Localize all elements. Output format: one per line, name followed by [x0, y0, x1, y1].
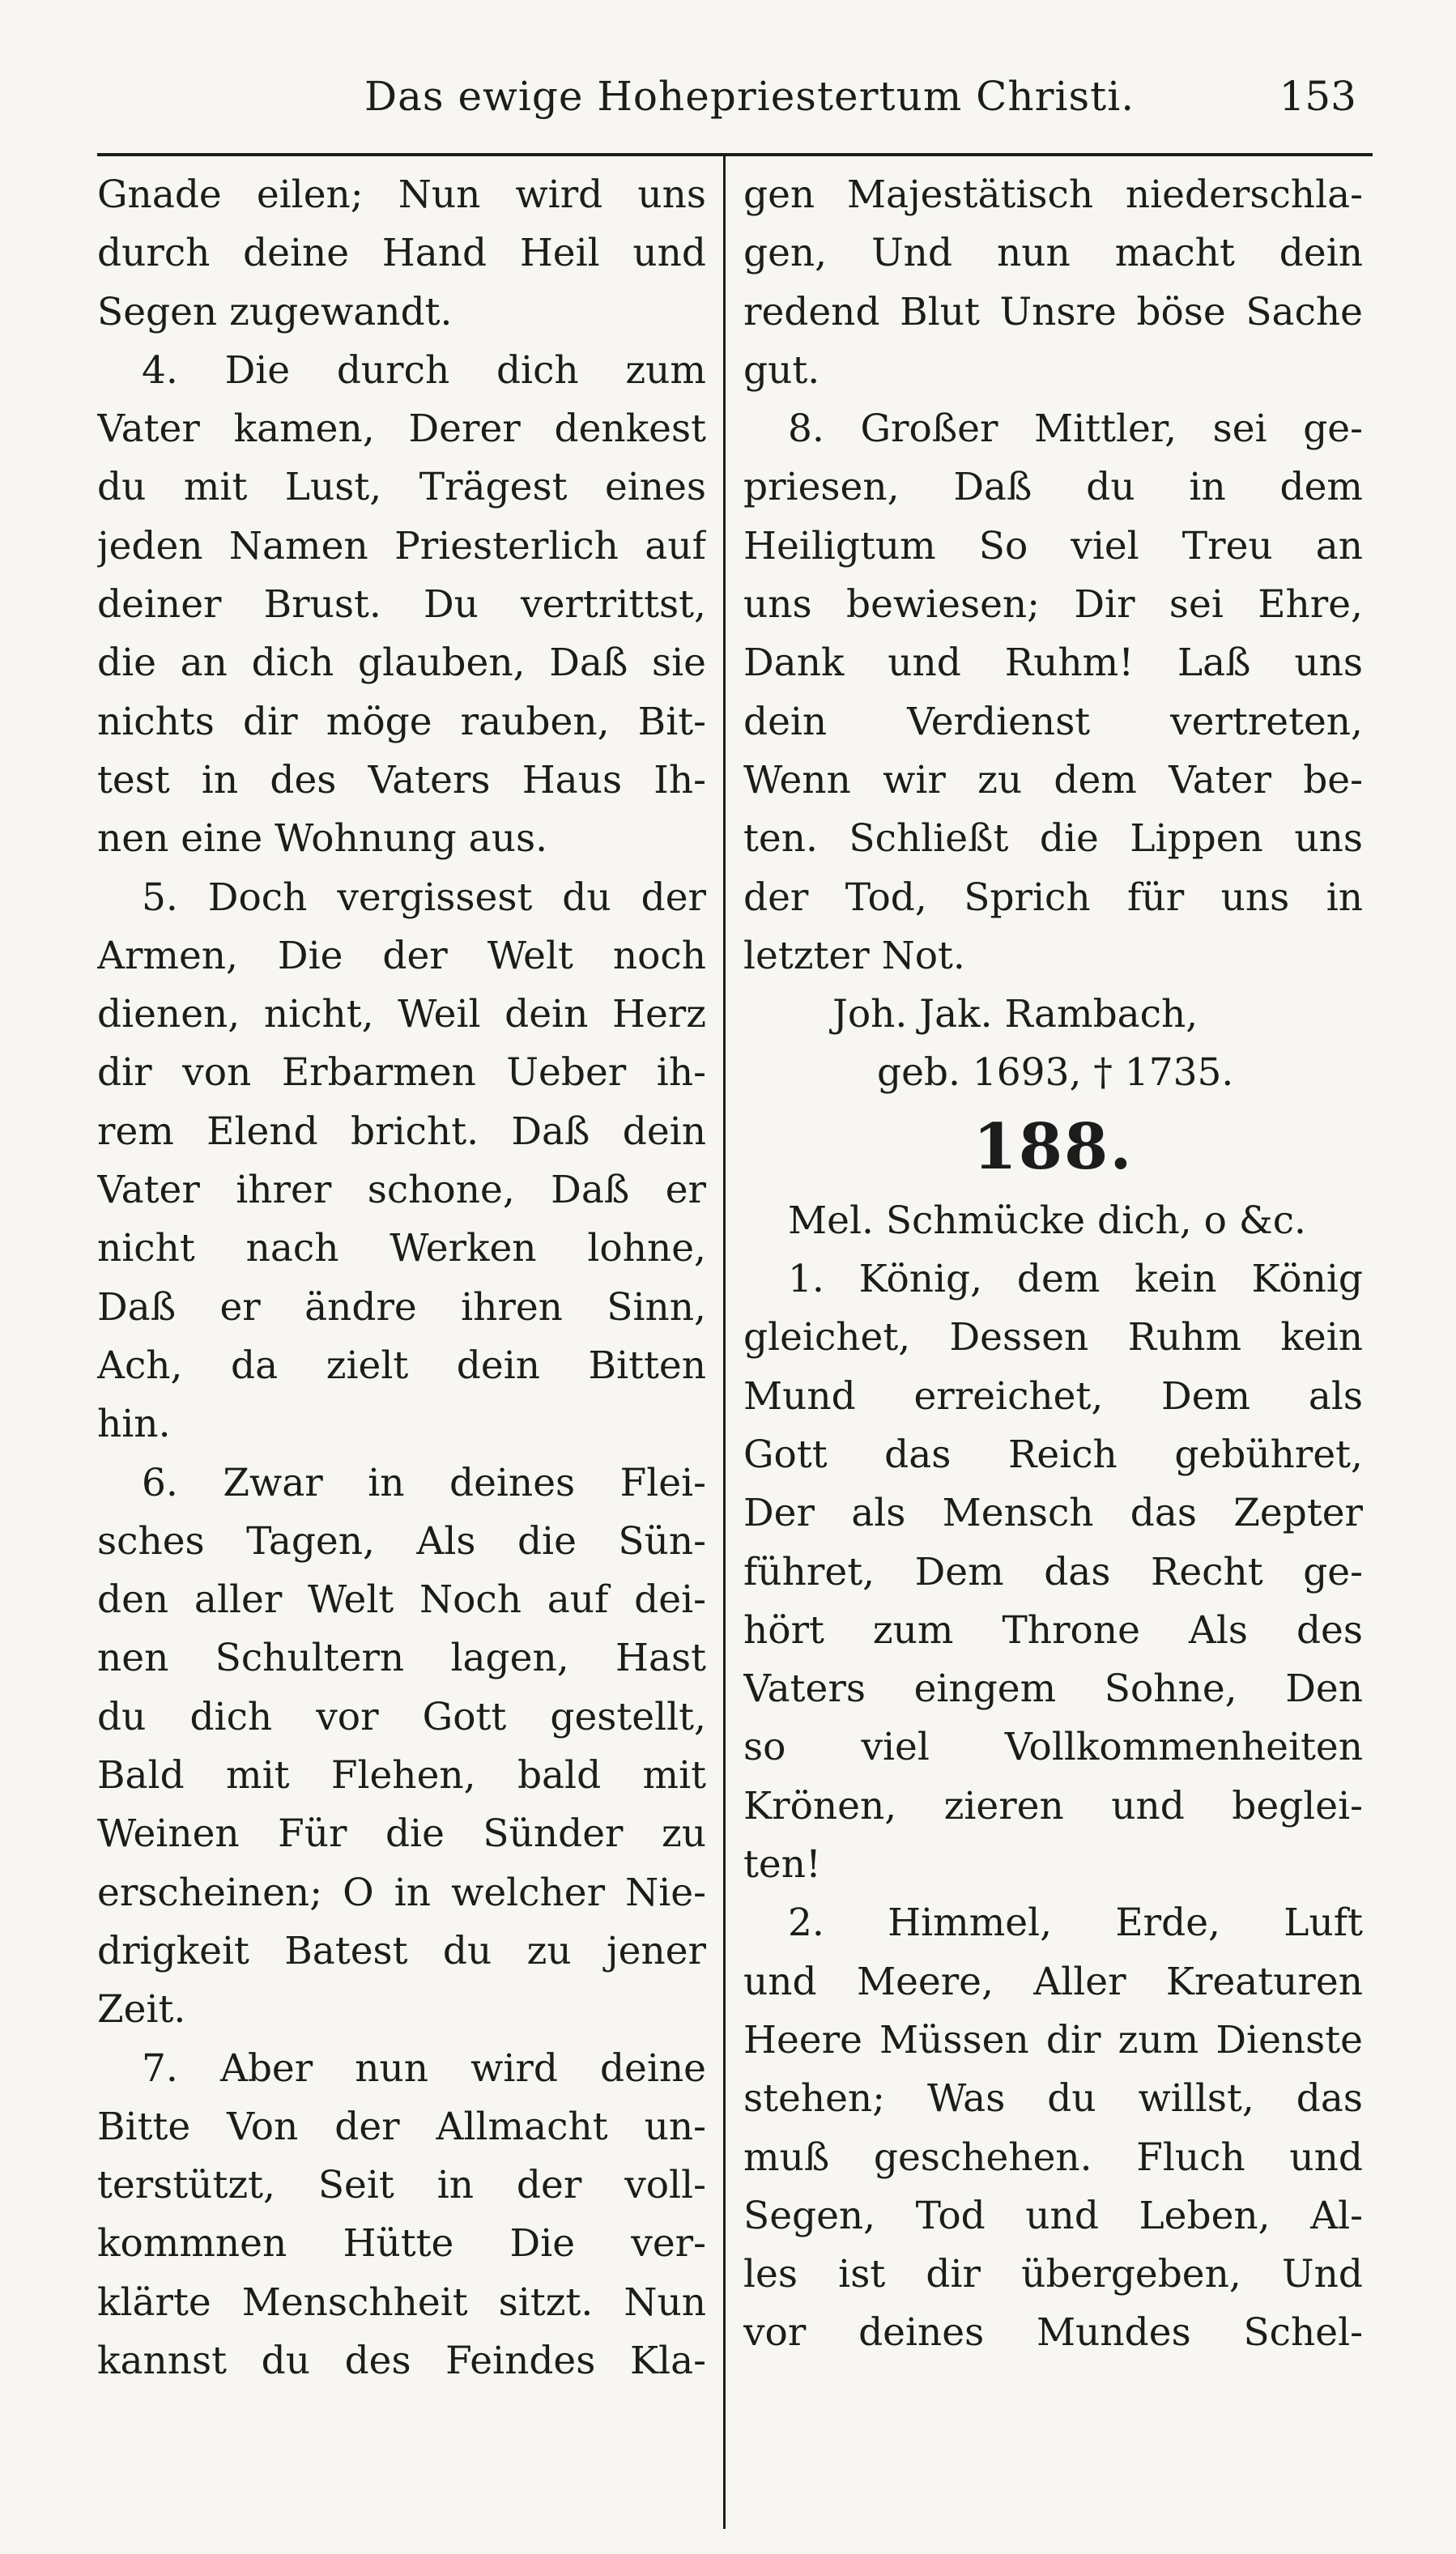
text-line: terstützt, Seit in der voll-	[97, 2163, 706, 2208]
verse-1-start: 1. König, dem kein König	[788, 1257, 1363, 1302]
text-line: Weinen Für die Sünder zu	[97, 1811, 706, 1857]
hymn-number: 188.	[973, 1109, 1134, 1184]
text-line: dienen, nicht, Weil dein Herz	[97, 992, 706, 1037]
text-line: nichts dir möge rauben, Bit-	[97, 699, 706, 744]
text-line: Wenn wir zu dem Vater be-	[743, 757, 1363, 802]
text-line: Gott das Reich gebühret,	[743, 1432, 1363, 1477]
text-line: test in des Vaters Haus Ih-	[97, 757, 706, 802]
text-line: erscheinen; O in welcher Nie-	[97, 1870, 706, 1915]
text-line: Heere Müssen dir zum Dienste	[743, 2017, 1363, 2062]
right-column	[743, 166, 1363, 2363]
text-line: Armen, Die der Welt noch	[97, 933, 706, 978]
text-line: führet, Dem das Recht ge-	[743, 1549, 1363, 1594]
text-line: ten!	[743, 1842, 821, 1888]
text-line: nen eine Wohnung aus.	[97, 816, 548, 862]
text-line: les ist dir übergeben, Und	[743, 2252, 1363, 2297]
text-line: Daß er ändre ihren Sinn,	[97, 1284, 706, 1330]
verse-6-start: 6. Zwar in deines Flei-	[142, 1460, 706, 1505]
author-signature: Joh. Jak. Rambach,	[832, 992, 1198, 1037]
text-line: und Meere, Aller Kreaturen	[743, 1959, 1363, 2004]
text-line: letzter Not.	[743, 933, 965, 978]
text-line: Gnade eilen; Nun wird uns	[97, 172, 706, 217]
verse-4-start: 4. Die durch dich zum	[142, 347, 706, 393]
text-line: klärte Menschheit sitzt. Nun	[97, 2279, 706, 2325]
text-line: so viel Vollkommenheiten	[743, 1725, 1363, 1770]
text-line: die an dich glauben, Daß sie	[97, 641, 706, 686]
text-line: kommnen Hütte Die ver-	[97, 2221, 706, 2267]
page-number: 153	[1279, 73, 1356, 120]
author-dates: geb. 1693, † 1735.	[877, 1050, 1234, 1096]
text-line: der Tod, Sprich für uns in	[743, 875, 1363, 920]
text-line: den aller Welt Noch auf dei-	[97, 1577, 706, 1623]
left-column	[97, 166, 706, 2390]
text-line: gut.	[743, 347, 820, 393]
text-line: Ach, da zielt dein Bitten	[97, 1343, 706, 1388]
text-line: Segen, Tod und Leben, Al-	[743, 2193, 1363, 2238]
text-line: kannst du des Feindes Kla-	[97, 2338, 706, 2383]
text-line: du mit Lust, Trägest eines	[97, 465, 706, 510]
verse-8-start: 8. Großer Mittler, sei ge-	[788, 407, 1363, 452]
text-line: muß geschehen. Fluch und	[743, 2135, 1363, 2180]
text-line: hin.	[97, 1402, 171, 1447]
text-line: dein Verdienst vertreten,	[743, 699, 1363, 744]
text-line: priesen, Daß du in dem	[743, 465, 1363, 510]
text-line: hört zum Throne Als des	[743, 1607, 1363, 1653]
text-line: Vaters eingem Sohne, Den	[743, 1666, 1363, 1712]
text-line: Bitte Von der Allmacht un-	[97, 2104, 706, 2149]
running-header	[97, 73, 1373, 138]
text-line: gen Majestätisch niederschla-	[743, 172, 1363, 217]
text-line: stehen; Was du willst, das	[743, 2076, 1363, 2122]
text-line: rem Elend bricht. Daß dein	[97, 1109, 706, 1154]
header-rule	[97, 153, 1373, 156]
text-line: gen, Und nun macht dein	[743, 231, 1363, 276]
text-line: ten. Schließt die Lippen uns	[743, 816, 1363, 862]
text-line: Bald mit Flehen, bald mit	[97, 1753, 706, 1798]
text-line: durch deine Hand Heil und	[97, 231, 706, 276]
text-line: nicht nach Werken lohne,	[97, 1226, 706, 1271]
text-line: Heiligtum So viel Treu an	[743, 523, 1363, 568]
text-line: redend Blut Unsre böse Sache	[743, 289, 1363, 334]
verse-7-start: 7. Aber nun wird deine	[142, 2045, 706, 2091]
text-line: sches Tagen, Als die Sün-	[97, 1518, 706, 1564]
verse-5-start: 5. Doch vergissest du der	[142, 875, 706, 920]
text-line: du dich vor Gott gestellt,	[97, 1694, 706, 1739]
text-line: vor deines Mundes Schel-	[743, 2310, 1363, 2356]
text-line: Segen zugewandt.	[97, 289, 453, 334]
text-line: drigkeit Batest du zu jener	[97, 1928, 706, 1973]
text-line: dir von Erbarmen Ueber ih-	[97, 1050, 706, 1096]
text-line: deiner Brust. Du vertrittst,	[97, 582, 706, 628]
text-line: Krönen, zieren und beglei-	[743, 1783, 1363, 1828]
text-line: Vater ihrer schone, Daß er	[97, 1168, 706, 1213]
text-line: Vater kamen, Derer denkest	[97, 407, 706, 452]
text-line: Der als Mensch das Zepter	[743, 1491, 1363, 1536]
melody-reference: Mel. Schmücke dich, o &c.	[788, 1198, 1306, 1243]
text-line: uns bewiesen; Dir sei Ehre,	[743, 582, 1363, 628]
column-divider	[723, 156, 726, 2529]
running-title: Das ewige Hohepriestertum Christi.	[364, 73, 1135, 120]
text-line: nen Schultern lagen, Hast	[97, 1636, 706, 1681]
text-line: Zeit.	[97, 1987, 186, 2033]
text-line: Mund erreichet, Dem als	[743, 1373, 1363, 1419]
text-line: jeden Namen Priesterlich auf	[97, 523, 706, 568]
text-line: gleichet, Dessen Ruhm kein	[743, 1315, 1363, 1360]
verse-2-start: 2. Himmel, Erde, Luft	[788, 1901, 1363, 1946]
text-line: Dank und Ruhm! Laß uns	[743, 641, 1363, 686]
